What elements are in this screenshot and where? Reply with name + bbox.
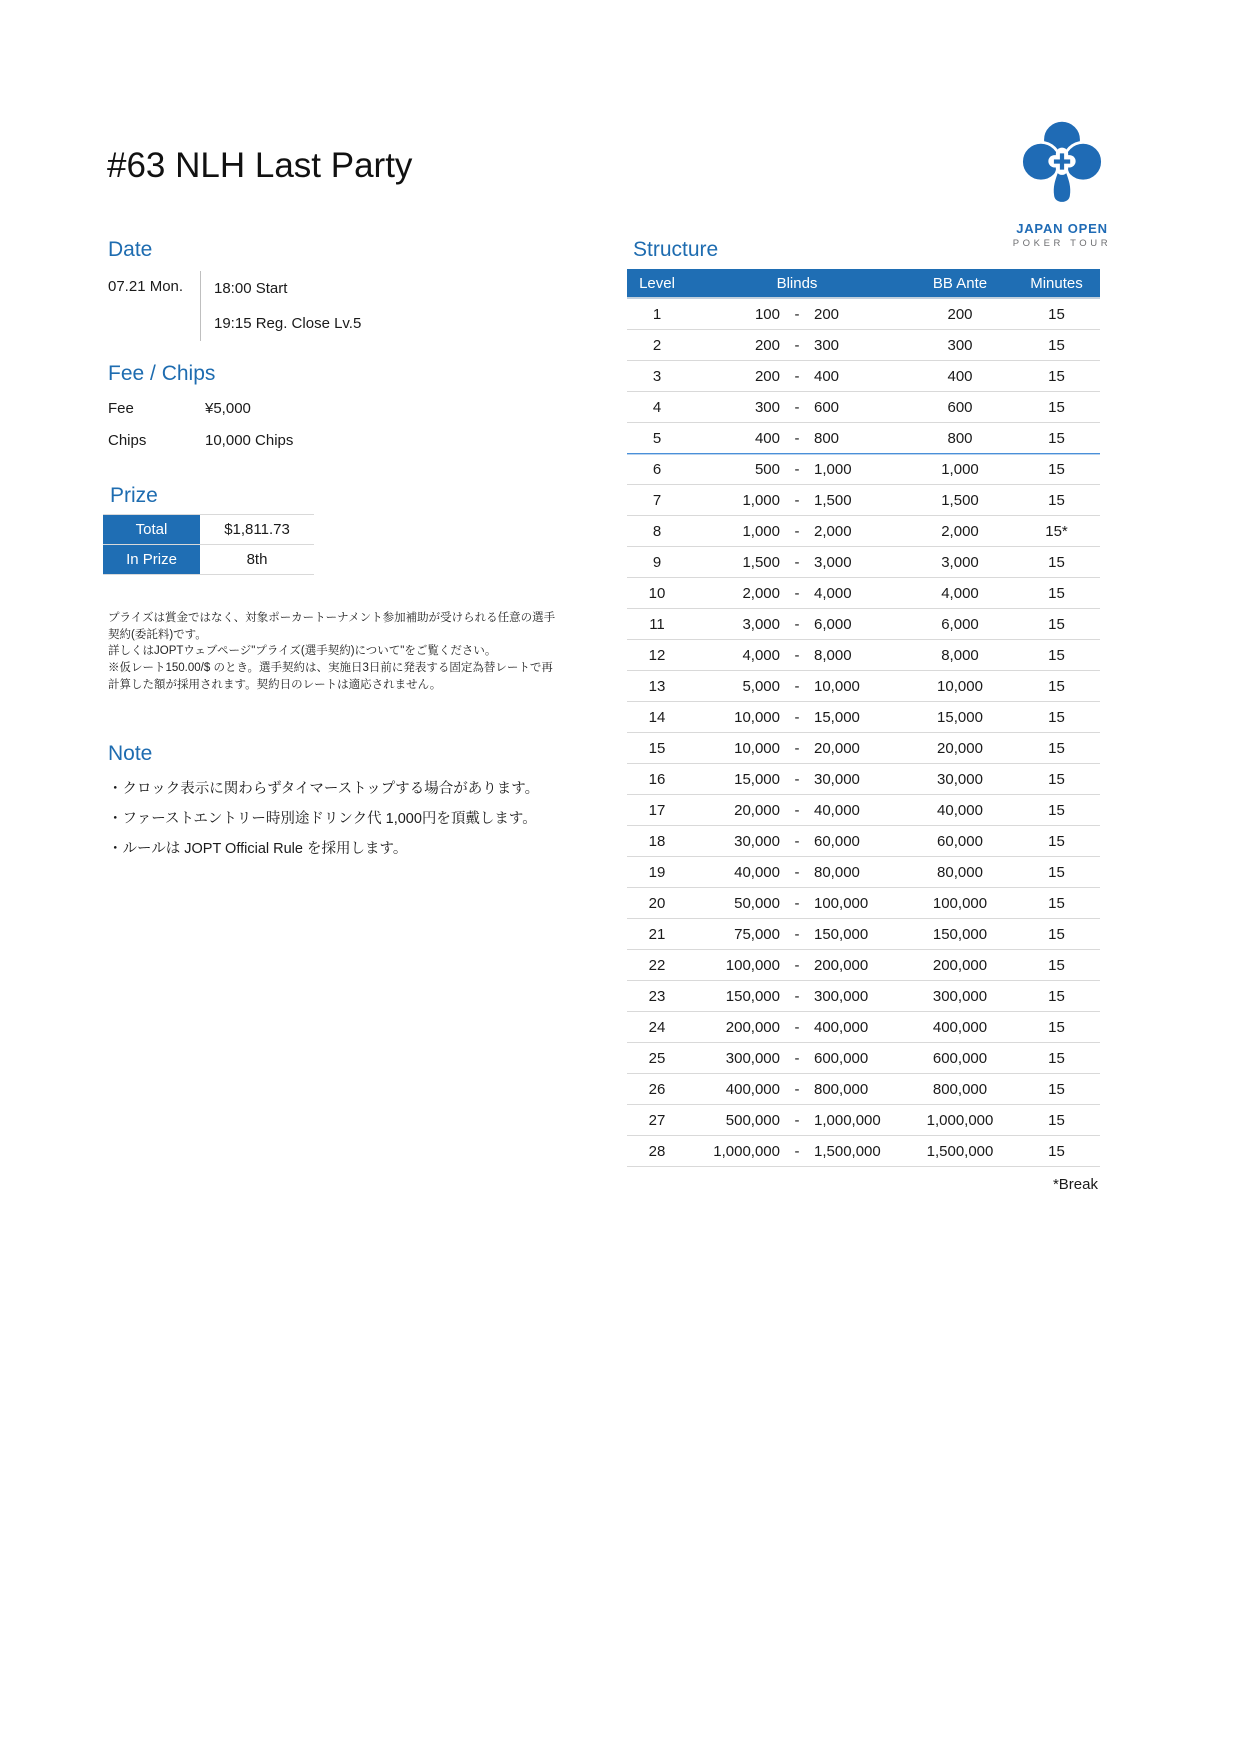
level-cell: 21 (648, 925, 666, 943)
minutes-cell: 15 (1048, 398, 1065, 416)
big-blind: 3,000 (814, 553, 852, 571)
bb-ante-cell: 80,000 (937, 863, 983, 881)
blinds-cell (687, 461, 907, 478)
blinds-cell (687, 337, 907, 354)
blinds-separator: - (794, 646, 800, 664)
blinds-separator: - (794, 367, 800, 385)
blinds-cell (687, 771, 907, 788)
minutes-cell: 15 (1048, 615, 1065, 633)
blinds-separator: - (794, 584, 800, 602)
blinds-separator: - (794, 491, 800, 509)
small-blind: 3,000 (742, 615, 780, 633)
blinds-cell (687, 1081, 907, 1098)
small-blind: 2,000 (742, 584, 780, 602)
prize-section (103, 484, 314, 575)
small-blind: 500 (754, 460, 780, 478)
structure-row (627, 919, 1100, 950)
date-row (108, 271, 361, 341)
prize-disclaimer-line: プライズは賞金ではなく、対象ポーカートーナメント参加補助が受けられる任意の選手契約(委託料)です。 (108, 612, 556, 641)
blinds-separator: - (794, 863, 800, 881)
structure-row (627, 547, 1100, 578)
column-header-blinds: Blinds (776, 274, 818, 292)
blinds-cell (687, 740, 907, 757)
prize-row (103, 545, 314, 575)
level-cell: 6 (652, 460, 662, 478)
blinds-cell (687, 430, 907, 447)
blinds-cell (687, 1019, 907, 1036)
small-blind: 100 (754, 305, 780, 323)
structure-row (627, 671, 1100, 702)
small-blind: 15,000 (734, 770, 780, 788)
blinds-separator: - (794, 925, 800, 943)
blinds-cell (687, 1050, 907, 1067)
minutes-cell: 15 (1048, 553, 1065, 571)
minutes-cell: 15 (1048, 646, 1065, 664)
minutes-cell: 15 (1048, 708, 1065, 726)
note-item: ・ルールは JOPT Official Rule を採用します。 (108, 841, 408, 857)
big-blind: 100,000 (814, 894, 869, 912)
bb-ante-cell: 800,000 (932, 1080, 988, 1098)
note-section (108, 742, 539, 864)
date-heading: Date (108, 238, 153, 261)
minutes-cell: 15 (1048, 1080, 1065, 1098)
prize-row-label: Total (103, 515, 200, 544)
big-blind: 300 (814, 336, 840, 354)
big-blind: 200 (814, 305, 840, 323)
bb-ante-cell: 600 (947, 398, 973, 416)
blinds-cell (687, 306, 907, 323)
blinds-cell (687, 585, 907, 602)
prize-row-label: In Prize (103, 545, 200, 574)
structure-row (627, 485, 1100, 516)
level-cell: 22 (648, 956, 666, 974)
minutes-cell: 15 (1048, 770, 1065, 788)
level-cell: 16 (648, 770, 666, 788)
blinds-separator: - (794, 429, 800, 447)
big-blind: 10,000 (814, 677, 860, 695)
column-header-minutes: Minutes (1030, 274, 1083, 292)
big-blind: 1,000,000 (814, 1111, 881, 1129)
note-item: ・クロック表示に関わらずタイマーストップする場合があります。 (108, 781, 540, 797)
structure-row (627, 981, 1100, 1012)
small-blind: 1,000 (742, 522, 780, 540)
level-cell: 11 (649, 615, 665, 633)
structure-row (627, 423, 1100, 454)
big-blind: 300,000 (814, 987, 869, 1005)
structure-row (627, 454, 1100, 485)
big-blind: 400 (814, 367, 840, 385)
level-cell: 7 (652, 491, 662, 509)
bb-ante-cell: 1,000,000 (926, 1111, 994, 1129)
blinds-separator: - (794, 460, 800, 478)
blinds-cell (687, 1112, 907, 1129)
structure-row (627, 950, 1100, 981)
level-cell: 17 (648, 801, 666, 819)
fee-chips-label: Fee (108, 400, 134, 417)
level-cell: 13 (648, 677, 666, 695)
structure-row (627, 609, 1100, 640)
bb-ante-cell: 800 (947, 429, 973, 447)
big-blind: 1,500,000 (814, 1142, 881, 1160)
bb-ante-cell: 15,000 (937, 708, 983, 726)
big-blind: 40,000 (814, 801, 860, 819)
structure-row (627, 733, 1100, 764)
structure-row (627, 857, 1100, 888)
blinds-separator: - (794, 677, 800, 695)
prize-disclaimer (108, 610, 557, 693)
blinds-cell (687, 864, 907, 881)
bb-ante-cell: 6,000 (941, 615, 979, 633)
prize-row-value: 8th (246, 551, 268, 568)
minutes-cell: 15 (1048, 1049, 1065, 1067)
bb-ante-cell: 150,000 (932, 925, 988, 943)
bb-ante-cell: 10,000 (937, 677, 983, 695)
jopt-logo (1003, 116, 1121, 249)
minutes-cell: 15 (1048, 336, 1065, 354)
structure-row (627, 888, 1100, 919)
small-blind: 400 (754, 429, 780, 447)
bb-ante-cell: 20,000 (937, 739, 983, 757)
structure-row (627, 1105, 1100, 1136)
small-blind: 100,000 (725, 956, 780, 974)
fee-chips-label: Chips (108, 432, 147, 449)
start-time: 18:00 Start (214, 280, 288, 297)
minutes-cell: 15 (1048, 1111, 1065, 1129)
structure-row (627, 826, 1100, 857)
structure-row (627, 392, 1100, 423)
structure-row (627, 578, 1100, 609)
reg-close-time: 19:15 Reg. Close Lv.5 (214, 315, 362, 332)
date-value: 07.21 Mon. (108, 278, 184, 295)
big-blind: 400,000 (814, 1018, 869, 1036)
blinds-separator: - (794, 1080, 800, 1098)
structure-row (627, 640, 1100, 671)
prize-disclaimer-line: ※仮レート150.00/$ のとき。選手契約は、実施日3日前に発表する固定為替レートで再計算した額が採用されます。契約日のレートは適応されません。 (108, 662, 553, 691)
prize-table (103, 514, 314, 575)
blinds-separator: - (794, 1018, 800, 1036)
small-blind: 10,000 (734, 739, 780, 757)
small-blind: 5,000 (742, 677, 780, 695)
blinds-cell (687, 523, 907, 540)
blinds-separator: - (794, 739, 800, 757)
bb-ante-cell: 300 (947, 336, 973, 354)
blinds-cell (687, 678, 907, 695)
level-cell: 28 (648, 1142, 666, 1160)
bb-ante-cell: 4,000 (941, 584, 979, 602)
minutes-cell: 15* (1045, 522, 1068, 540)
big-blind: 4,000 (814, 584, 852, 602)
small-blind: 300,000 (725, 1049, 780, 1067)
blinds-cell (687, 709, 907, 726)
blinds-separator: - (794, 894, 800, 912)
big-blind: 20,000 (814, 739, 860, 757)
blinds-separator: - (794, 770, 800, 788)
small-blind: 30,000 (734, 832, 780, 850)
blinds-cell (687, 833, 907, 850)
level-cell: 19 (648, 863, 666, 881)
bb-ante-cell: 400 (947, 367, 973, 385)
big-blind: 1,500 (814, 491, 852, 509)
blinds-separator: - (794, 305, 800, 323)
small-blind: 1,000,000 (713, 1142, 780, 1160)
level-cell: 26 (648, 1080, 666, 1098)
small-blind: 4,000 (742, 646, 780, 664)
bb-ante-cell: 200 (947, 305, 973, 323)
level-cell: 15 (648, 739, 666, 757)
break-footnote: *Break (1052, 1176, 1098, 1193)
big-blind: 2,000 (814, 522, 852, 540)
big-blind: 60,000 (814, 832, 860, 850)
big-blind: 600,000 (814, 1049, 869, 1067)
structure-row (627, 361, 1100, 392)
bb-ante-cell: 2,000 (941, 522, 979, 540)
blinds-separator: - (794, 708, 800, 726)
structure-row (627, 1043, 1100, 1074)
bb-ante-cell: 1,500,000 (926, 1142, 994, 1160)
blinds-separator: - (794, 553, 800, 571)
level-cell: 10 (648, 584, 666, 602)
page-title: #63 NLH Last Party (107, 146, 413, 185)
bb-ante-cell: 1,000 (941, 460, 979, 478)
fee-chips-row (108, 393, 293, 425)
bb-ante-cell: 60,000 (937, 832, 983, 850)
minutes-cell: 15 (1048, 367, 1065, 385)
blinds-separator: - (794, 1049, 800, 1067)
big-blind: 800 (814, 429, 840, 447)
level-cell: 2 (652, 336, 662, 354)
small-blind: 200 (754, 367, 780, 385)
small-blind: 150,000 (725, 987, 780, 1005)
prize-row (103, 515, 314, 545)
logo-text-primary: JAPAN OPEN (1016, 221, 1108, 236)
blinds-cell (687, 1143, 907, 1160)
small-blind: 1,000 (742, 491, 780, 509)
note-item: ・ファーストエントリー時別途ドリンク代 1,000円を頂戴します。 (108, 811, 537, 827)
minutes-cell: 15 (1048, 1018, 1065, 1036)
minutes-cell: 15 (1048, 925, 1065, 943)
minutes-cell: 15 (1048, 894, 1065, 912)
structure-row (627, 1012, 1100, 1043)
small-blind: 200,000 (725, 1018, 780, 1036)
blinds-separator: - (794, 956, 800, 974)
structure-row (627, 330, 1100, 361)
structure-row (627, 1136, 1100, 1167)
blinds-cell (687, 802, 907, 819)
structure-row (627, 702, 1100, 733)
fee-chips-value: ¥5,000 (205, 400, 251, 417)
prize-disclaimer-line: 詳しくはJOPTウェブページ"プライズ(選手契約)について"をご覧ください。 (108, 645, 497, 658)
level-cell: 3 (652, 367, 662, 385)
bb-ante-cell: 1,500 (941, 491, 979, 509)
structure-heading: Structure (633, 238, 719, 261)
level-cell: 25 (648, 1049, 666, 1067)
blinds-cell (687, 399, 907, 416)
minutes-cell: 15 (1048, 1142, 1065, 1160)
blinds-cell (687, 957, 907, 974)
minutes-cell: 15 (1048, 429, 1065, 447)
small-blind: 400,000 (725, 1080, 780, 1098)
note-items (108, 774, 539, 864)
level-cell: 20 (648, 894, 666, 912)
minutes-cell: 15 (1048, 491, 1065, 509)
prize-row-value: $1,811.73 (224, 521, 290, 538)
blinds-separator: - (794, 615, 800, 633)
small-blind: 200 (754, 336, 780, 354)
level-cell: 24 (648, 1018, 666, 1036)
big-blind: 80,000 (814, 863, 860, 881)
level-cell: 23 (648, 987, 666, 1005)
minutes-cell: 15 (1048, 801, 1065, 819)
fee-chips-value: 10,000 Chips (205, 432, 294, 449)
structure-row (627, 1074, 1100, 1105)
level-cell: 4 (652, 398, 662, 416)
bb-ante-cell: 200,000 (932, 956, 988, 974)
minutes-cell: 15 (1048, 863, 1065, 881)
fee-chips-section (108, 362, 293, 457)
big-blind: 6,000 (814, 615, 852, 633)
big-blind: 1,000 (814, 460, 852, 478)
blinds-cell (687, 647, 907, 664)
minutes-cell: 15 (1048, 987, 1065, 1005)
blinds-cell (687, 554, 907, 571)
level-cell: 27 (648, 1111, 666, 1129)
date-section (108, 238, 361, 341)
structure-row (627, 299, 1100, 330)
bb-ante-cell: 400,000 (932, 1018, 988, 1036)
blinds-cell (687, 492, 907, 509)
small-blind: 500,000 (725, 1111, 780, 1129)
blinds-separator: - (794, 336, 800, 354)
small-blind: 20,000 (734, 801, 780, 819)
big-blind: 150,000 (814, 925, 869, 943)
blinds-cell (687, 988, 907, 1005)
fee-chips-rows (108, 393, 293, 457)
logo-text-secondary: POKER TOUR (1012, 238, 1112, 249)
small-blind: 50,000 (734, 894, 780, 912)
big-blind: 800,000 (814, 1080, 869, 1098)
small-blind: 1,500 (742, 553, 780, 571)
minutes-cell: 15 (1048, 956, 1065, 974)
minutes-cell: 15 (1048, 305, 1065, 323)
big-blind: 600 (814, 398, 840, 416)
minutes-cell: 15 (1048, 584, 1065, 602)
level-cell: 5 (652, 429, 662, 447)
big-blind: 15,000 (814, 708, 860, 726)
minutes-cell: 15 (1048, 832, 1065, 850)
date-times (200, 271, 361, 341)
big-blind: 200,000 (814, 956, 869, 974)
note-heading: Note (108, 742, 153, 765)
big-blind: 8,000 (814, 646, 852, 664)
minutes-cell: 15 (1048, 739, 1065, 757)
structure-row (627, 516, 1100, 547)
column-header-level: Level (639, 274, 675, 292)
structure-row (627, 764, 1100, 795)
blinds-cell (687, 895, 907, 912)
level-cell: 8 (652, 522, 662, 540)
structure-header-row (627, 269, 1100, 299)
level-cell: 9 (652, 553, 662, 571)
blinds-separator: - (794, 832, 800, 850)
bb-ante-cell: 30,000 (937, 770, 983, 788)
prize-heading: Prize (110, 484, 158, 507)
level-cell: 18 (648, 832, 666, 850)
blinds-cell (687, 368, 907, 385)
minutes-cell: 15 (1048, 677, 1065, 695)
small-blind: 75,000 (734, 925, 780, 943)
level-cell: 1 (652, 305, 662, 323)
fee-chips-row (108, 425, 293, 457)
small-blind: 10,000 (734, 708, 780, 726)
blinds-separator: - (794, 1111, 800, 1129)
blinds-separator: - (794, 522, 800, 540)
bb-ante-cell: 100,000 (932, 894, 988, 912)
blinds-separator: - (794, 987, 800, 1005)
club-icon (1018, 116, 1106, 218)
level-cell: 12 (648, 646, 666, 664)
small-blind: 40,000 (734, 863, 780, 881)
bb-ante-cell: 600,000 (932, 1049, 988, 1067)
bb-ante-cell: 300,000 (932, 987, 988, 1005)
fee-chips-heading: Fee / Chips (108, 362, 216, 385)
bb-ante-cell: 3,000 (941, 553, 979, 571)
column-header-bb-ante: BB Ante (932, 274, 988, 292)
blinds-separator: - (794, 801, 800, 819)
structure-row (627, 795, 1100, 826)
blinds-separator: - (794, 398, 800, 416)
bb-ante-cell: 40,000 (937, 801, 983, 819)
level-cell: 14 (648, 708, 666, 726)
structure-section (627, 238, 1100, 1193)
structure-table (627, 269, 1100, 1167)
big-blind: 30,000 (814, 770, 860, 788)
blinds-cell (687, 616, 907, 633)
bb-ante-cell: 8,000 (941, 646, 979, 664)
blinds-cell (687, 926, 907, 943)
small-blind: 300 (754, 398, 780, 416)
blinds-separator: - (794, 1142, 800, 1160)
minutes-cell: 15 (1048, 460, 1065, 478)
